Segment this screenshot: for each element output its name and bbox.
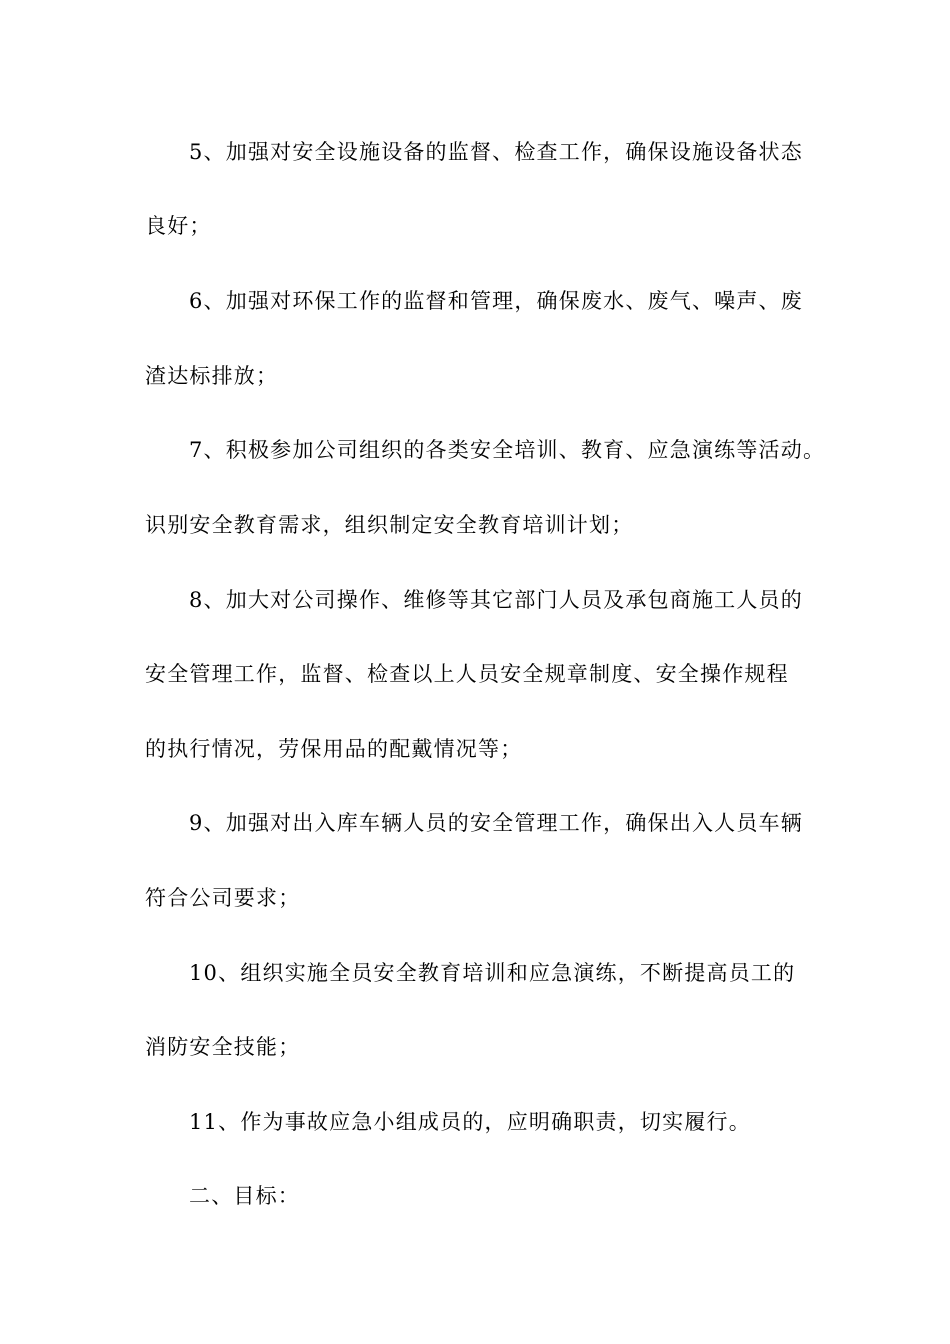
item-9-line-2: 符合公司要求； <box>145 886 301 910</box>
item-11-line-1: 11、作为事故应急小组成员的，应明确职责，切实履行。 <box>189 1110 751 1134</box>
item-10-line-1: 10、组织实施全员安全教育培训和应急演练，不断提高员工的 <box>189 961 796 985</box>
item-7-line-2: 识别安全教育需求，组织制定安全教育培训计划； <box>145 513 634 537</box>
item-8-line-3: 的执行情况，劳保用品的配戴情况等； <box>145 737 523 761</box>
item-6-line-1: 6、加强对环保工作的监督和管理，确保废水、废气、噪声、废 <box>189 289 803 313</box>
item-8-line-1: 8、加大对公司操作、维修等其它部门人员及承包商施工人员的 <box>189 588 803 612</box>
item-5-line-2: 良好； <box>145 214 212 238</box>
item-8-line-2: 安全管理工作，监督、检查以上人员安全规章制度、安全操作规程 <box>145 662 789 686</box>
item-10-line-2: 消防安全技能； <box>145 1035 301 1059</box>
item-9-line-1: 9、加强对出入库车辆人员的安全管理工作，确保出入人员车辆 <box>189 811 803 835</box>
item-5-line-1: 5、加强对安全设施设备的监督、检查工作，确保设施设备状态 <box>189 140 803 164</box>
section-heading-goals: 二、目标： <box>189 1184 300 1208</box>
item-6-line-2: 渣达标排放； <box>145 364 279 388</box>
item-7-line-1: 7、积极参加公司组织的各类安全培训、教育、应急演练等活动。 <box>189 438 826 462</box>
